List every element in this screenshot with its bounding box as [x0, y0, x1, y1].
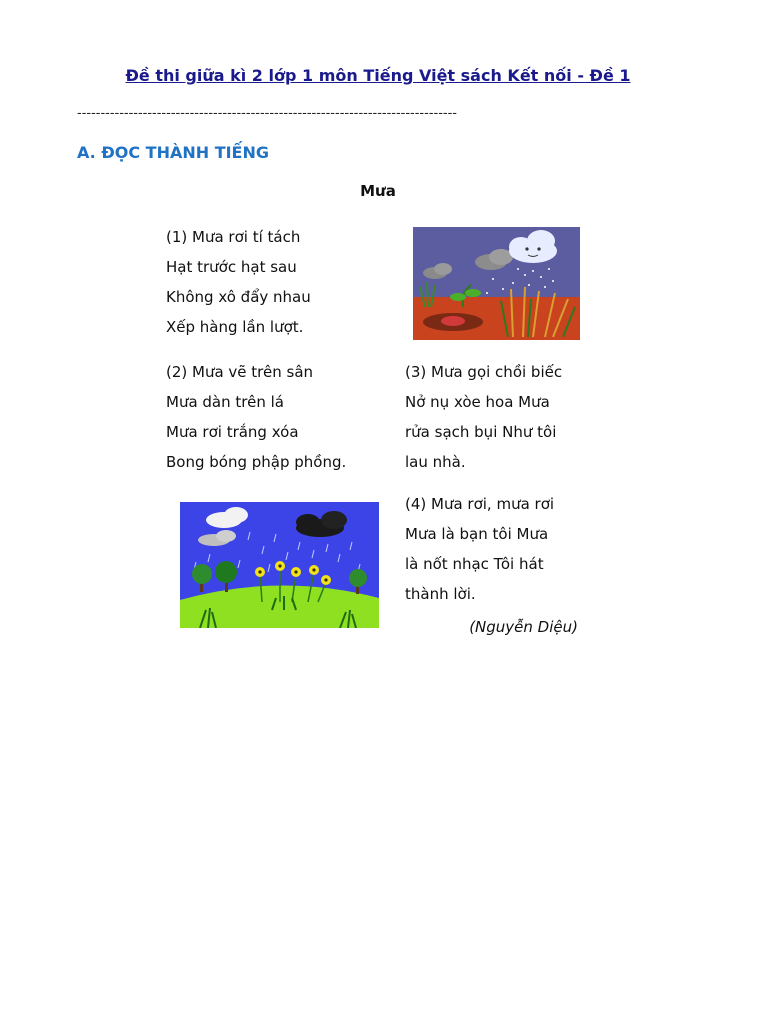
stanza-line: Hạt trước hạt sau [166, 258, 297, 276]
divider-line: --------------------------------------------------------------------------------- [77, 106, 457, 121]
stanza-line: (3) Mưa gọi chồi biếc [405, 363, 563, 381]
stanza-1 [166, 222, 311, 342]
stanza-line: Mưa dàn trên lá [166, 393, 284, 411]
stanza-line: (4) Mưa rơi, mưa rơi [405, 495, 555, 513]
stanza-line: Bong bóng phập phồng. [166, 453, 347, 471]
stanza-4 [405, 489, 554, 609]
stanza-line: là nốt nhạc Tôi hát [405, 555, 544, 573]
stanza-line: Mưa rơi trắng xóa [166, 423, 299, 441]
stanza-line: (2) Mưa vẽ trên sân [166, 363, 314, 381]
stanza-line: Xếp hàng lần lượt. [166, 318, 304, 336]
rain-cloud-plants-illustration [413, 227, 580, 340]
section-heading: A. ĐỌC THÀNH TIẾNG [77, 143, 270, 162]
stanza-line: Nở nụ xòe hoa Mưa [405, 393, 550, 411]
stanza-line: Không xô đẩy nhau [166, 288, 311, 306]
poem-author: (Nguyễn Diệu) [469, 618, 578, 636]
stanza-2 [166, 357, 346, 477]
stanza-line: lau nhà. [405, 453, 466, 471]
poem-title: Mưa [360, 182, 396, 200]
rain-flowers-meadow-illustration [180, 502, 379, 628]
stanza-line: rửa sạch bụi Như tôi [405, 423, 557, 441]
stanza-line: Mưa là bạn tôi Mưa [405, 525, 549, 543]
document-title: Đề thi giữa kì 2 lớp 1 môn Tiếng Việt sách Kết nối - Đề 1 [125, 66, 631, 85]
stanza-line: (1) Mưa rơi tí tách [166, 228, 301, 246]
stanza-line: thành lời. [405, 585, 476, 603]
stanza-3 [405, 357, 562, 477]
